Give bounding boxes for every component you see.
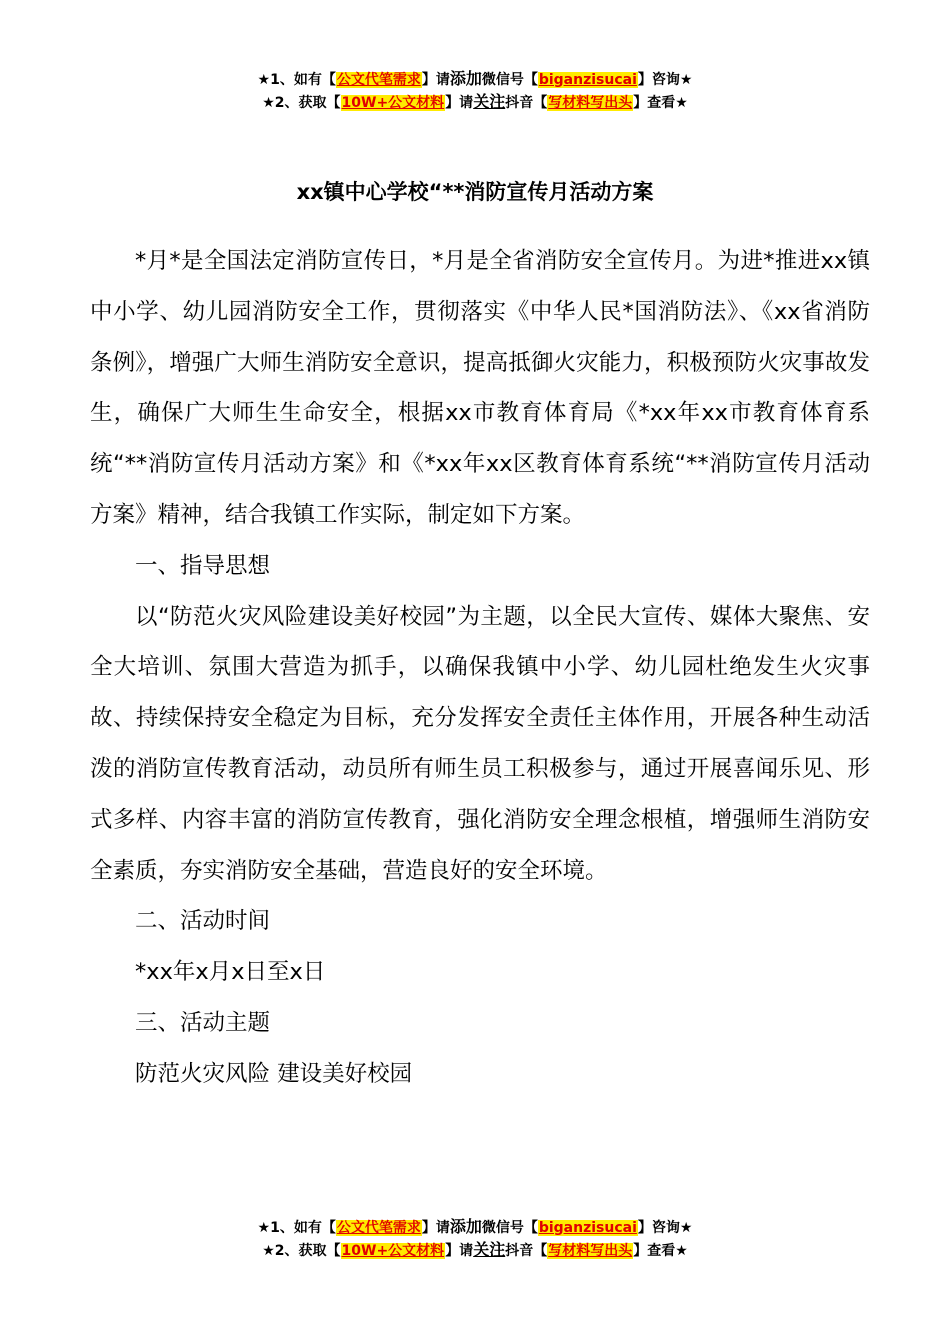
promo-line-2 — [0, 1239, 950, 1262]
promo-line-1 — [0, 1216, 950, 1239]
document-title: xx镇中心学校“**消防宣传月活动方案 — [296, 180, 654, 204]
promo-text: 】请 — [421, 1220, 450, 1236]
promo-text: 】咨询★ — [637, 72, 693, 88]
promo-emphasis: 关注 — [473, 1240, 506, 1259]
promo-text: 】查看★ — [633, 1243, 688, 1259]
promo-emphasis: 添加 — [449, 69, 482, 88]
section-heading-activity-theme: 三、活动主题 — [135, 1009, 271, 1036]
paragraph-activity-theme: 防范火灾风险 建设美好校园 — [135, 1060, 413, 1087]
promo-highlight: 写材料写出头 — [548, 95, 633, 111]
promo-text: 抖音【 — [505, 1243, 548, 1259]
promo-text: ★2、获取【 — [262, 1243, 341, 1259]
section-heading-guiding-ideology: 一、指导思想 — [135, 552, 271, 579]
promo-line-2 — [0, 91, 950, 114]
promo-highlight: 10W+公文材料 — [341, 95, 445, 111]
promo-line-1 — [0, 68, 950, 91]
promo-text: ★1、如有【 — [257, 1220, 336, 1236]
promo-text: ★2、获取【 — [262, 95, 341, 111]
promo-text: 微信号【 — [481, 1220, 538, 1236]
promo-emphasis: 添加 — [449, 1217, 482, 1236]
promo-text: 】请 — [445, 95, 474, 111]
promo-text: ★1、如有【 — [257, 72, 336, 88]
promo-text: 】请 — [421, 72, 450, 88]
promo-banner-bottom — [0, 1216, 950, 1262]
section-heading-activity-time: 二、活动时间 — [135, 908, 271, 935]
paragraph-guiding-ideology: 以“防范火灾风险建设美好校园”为主题，以全民大宣传、媒体大聚焦、安全大培训、氛围大营造为抓手，以确保我镇中小学、幼儿园杜绝发生火灾事故、持续保持安全稳定为目标，充分发挥安全责任主体作用，开展各种生动活泼的消防宣传教育活动，动员所有师生员工积极参与，通过开展喜闻乐见、形式多样、内容丰富的消防宣传教育，强化消防安全理念根植，增强师生消防安全素质，夯实消防安全基础，营造良好的安全环境。 — [90, 603, 870, 884]
promo-highlight: 10W+公文材料 — [341, 1243, 445, 1259]
promo-highlight: 公文代笔需求 — [336, 72, 421, 88]
promo-text: 】请 — [445, 1243, 474, 1259]
promo-highlight: biganzisucai — [538, 72, 637, 88]
paragraph-activity-time: *xx年x月x日至x日 — [135, 959, 326, 986]
promo-emphasis: 关注 — [473, 92, 506, 111]
paragraph-intro: *月*是全国法定消防宣传日，*月是全省消防安全宣传月。为进*推进xx镇中小学、幼儿园消防安全工作，贯彻落实《中华人民*国消防法》、《xx省消防条例》，增强广大师生消防安全意识，提高抵御火灾能力，积极预防火灾事故发生，确保广大师生生命安全，根据xx市教育体育局《*xx年xx市教育体育系统“**消防宣传月活动方案》和《*xx年xx区教育体育系统“**消防宣传月活动方案》精神，结合我镇工作实际，制定如下方案。 — [90, 248, 870, 528]
promo-highlight: biganzisucai — [538, 1220, 637, 1236]
promo-highlight: 公文代笔需求 — [336, 1220, 421, 1236]
promo-banner-top — [0, 68, 950, 114]
promo-text: 】查看★ — [633, 95, 688, 111]
document-body — [90, 236, 870, 1100]
promo-text: 】咨询★ — [637, 1220, 693, 1236]
promo-text: 抖音【 — [505, 95, 548, 111]
promo-highlight: 写材料写出头 — [548, 1243, 633, 1259]
promo-text: 微信号【 — [481, 72, 538, 88]
